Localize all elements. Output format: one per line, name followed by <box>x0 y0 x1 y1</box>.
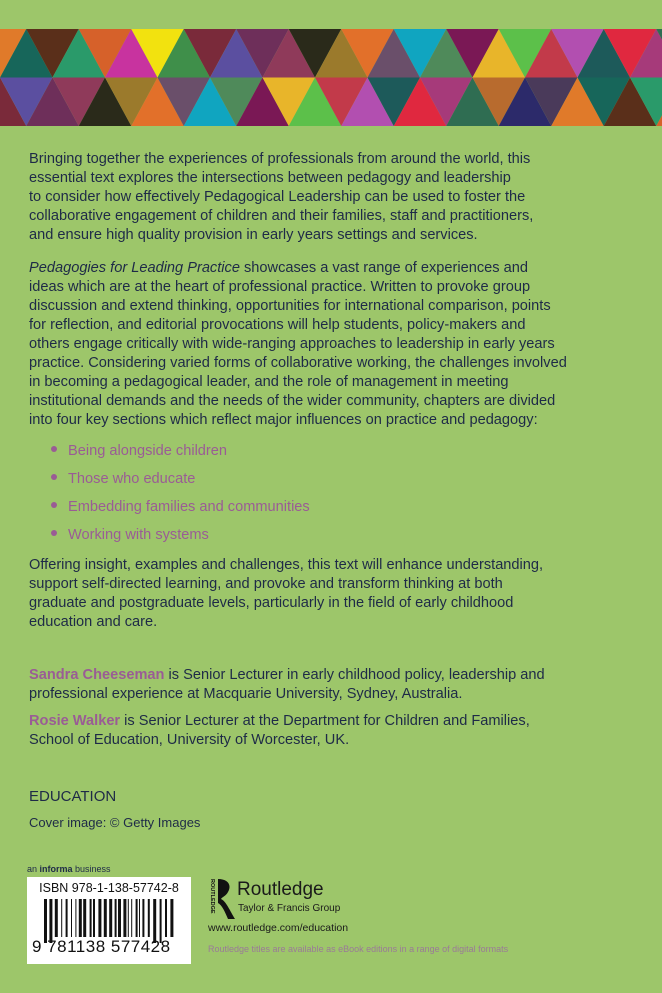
bullet-icon <box>51 502 57 508</box>
text-line: support self-directed learning, and provoke and transform thinking at both <box>29 576 503 592</box>
informa-tagline <box>27 864 111 874</box>
author-bio-1 <box>29 666 545 704</box>
list-item <box>51 497 310 525</box>
text-line: practice. Considering varied forms of collaborative working, the challenges involved <box>29 355 567 371</box>
barcode-bar <box>131 899 132 937</box>
barcode-bar <box>79 899 82 937</box>
barcode-bar <box>115 899 117 937</box>
barcode-bar <box>136 899 138 937</box>
barcode-bar <box>61 899 62 937</box>
barcode-bar <box>98 899 101 937</box>
barcode-bar <box>55 899 58 937</box>
author-name: Rosie Walker <box>29 713 121 729</box>
text-span: is Senior Lecturer at the Department for Children and Families, <box>120 713 530 729</box>
text-span: is Senior Lecturer in early childhood policy, leadership and <box>164 667 545 683</box>
barcode-bar <box>123 899 126 937</box>
author-bio-2 <box>29 712 530 750</box>
barcode-bar <box>104 899 107 937</box>
section-label: Embedding families and communities <box>68 499 310 515</box>
publisher-url[interactable]: www.routledge.com/education <box>208 922 349 934</box>
routledge-logo-icon <box>208 877 236 921</box>
barcode-box <box>27 877 191 964</box>
text-line: education and care. <box>29 614 158 630</box>
geometric-triangle-banner <box>0 29 662 126</box>
book-title: Pedagogies for Leading Practice <box>29 260 240 276</box>
sections-list <box>51 441 310 553</box>
barcode-bar <box>83 899 86 937</box>
text-line: to consider how effectively Pedagogical Leadership can be used to foster the <box>29 189 526 205</box>
list-item <box>51 525 310 553</box>
bullet-icon <box>51 530 57 536</box>
barcode-bar <box>75 899 76 937</box>
informa-wordmark: informa <box>39 864 73 874</box>
publisher-group: Taylor & Francis Group <box>238 903 341 914</box>
barcode-bar <box>71 899 72 937</box>
text-line: Offering insight, examples and challenges, this text will enhance understanding, <box>29 557 544 573</box>
text-line: and ensure high quality provision in early years settings and services. <box>29 227 478 243</box>
text-line <box>29 259 567 278</box>
text-line: essential text explores the intersections between pedagogy and leadership <box>29 170 511 186</box>
bullet-icon <box>51 446 57 452</box>
section-label: Being alongside children <box>68 443 228 459</box>
barcode-bar <box>93 899 95 937</box>
text-line: in becoming a pedagogical leader, and the role of management in meeting <box>29 374 509 390</box>
barcode-bar <box>142 899 144 937</box>
bullet-icon <box>51 474 57 480</box>
description-paragraph-2 <box>29 259 567 430</box>
text-line: graduate and postgraduate levels, particularly in the field of early childhood <box>29 595 514 611</box>
barcode-bar <box>165 899 167 937</box>
text-line <box>29 712 530 731</box>
section-label: Working with systems <box>68 527 209 543</box>
text-line: into four key sections which reflect major influences on practice and pedagogy: <box>29 412 538 428</box>
author-name: Sandra Cheeseman <box>29 667 165 683</box>
list-item <box>51 469 310 497</box>
publisher-name: Routledge <box>237 879 324 900</box>
isbn-number: ISBN 978-1-138-57742-8 <box>39 881 179 895</box>
description-paragraph-1 <box>29 150 533 245</box>
barcode-bar <box>148 899 150 937</box>
text-line: institutional demands and the needs of the wider community, chapters are divided <box>29 393 556 409</box>
text-span: showcases a vast range of experiences and <box>239 260 528 276</box>
section-label: Those who educate <box>68 471 196 487</box>
subject-category: EDUCATION <box>29 788 117 805</box>
svg-text:ROUTLEDGE: ROUTLEDGE <box>209 879 215 914</box>
text-line: Bringing together the experiences of professionals from around the world, this <box>29 151 531 167</box>
barcode-bar <box>118 899 121 937</box>
text-span: an <box>27 864 40 874</box>
text-line: for reflection, and editorial provocations will help students, policy-makers and <box>29 317 526 333</box>
text-line: ideas which are at the heart of professional practice. Written to provoke group <box>29 279 531 295</box>
barcode-bar <box>128 899 129 937</box>
barcode-bar <box>139 899 140 937</box>
text-line: School of Education, University of Worcester, UK. <box>29 732 350 748</box>
text-span: business <box>72 864 111 874</box>
cover-credit: Cover image: © Getty Images <box>29 815 201 830</box>
ebook-note: Routledge titles are available as eBook editions in a range of digital formats <box>208 944 509 954</box>
ean-number: 9 781138 577428 <box>32 937 171 956</box>
list-item <box>51 441 310 469</box>
barcode-bar <box>170 899 173 937</box>
text-line <box>29 666 545 685</box>
text-line: others engage critically with wide-ranging approaches to leadership in early years <box>29 336 555 352</box>
barcode-bar <box>90 899 92 937</box>
text-line: discussion and extend thinking, opportunities for international comparison, points <box>29 298 551 314</box>
text-line: professional experience at Macquarie University, Sydney, Australia. <box>29 686 463 702</box>
barcode-bar <box>109 899 112 937</box>
barcode-bar <box>66 899 68 937</box>
text-line: collaborative engagement of children and their families, staff and practitioners, <box>29 208 534 224</box>
description-paragraph-3 <box>29 556 543 632</box>
